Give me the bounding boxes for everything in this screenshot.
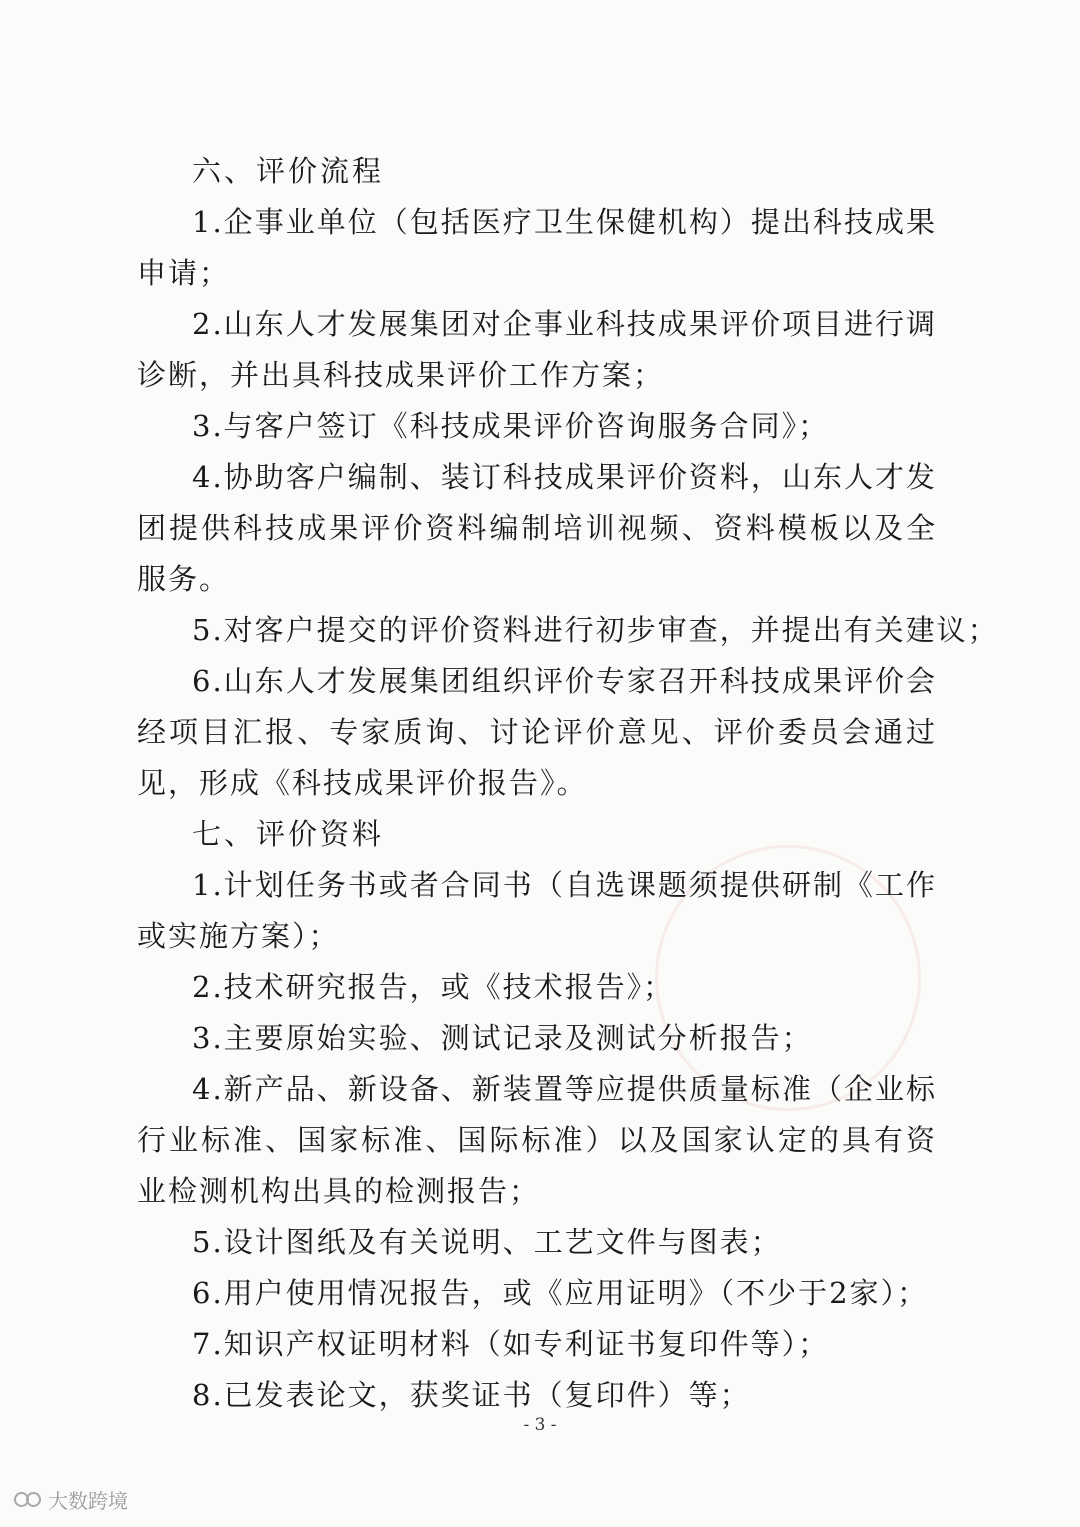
body-line: 4.协助客户编制、装订科技成果评价资料，山东人才发 xyxy=(192,460,937,494)
body-line: 8.已发表论文，获奖证书（复印件）等； xyxy=(192,1378,751,1412)
body-line: 诊断，并出具科技成果评价工作方案； xyxy=(137,358,665,392)
body-line: 5.设计图纸及有关说明、工艺文件与图表； xyxy=(192,1225,782,1259)
body-line: 5.对客户提交的评价资料进行初步审查，并提出有关建议； xyxy=(192,613,999,647)
body-line: 服务。 xyxy=(137,562,231,596)
body-line: 1.计划任务书或者合同书（自选课题须提供研制《工作 xyxy=(192,868,937,902)
section-heading: 六、评价流程 xyxy=(192,154,385,188)
section-heading: 七、评价资料 xyxy=(192,817,385,851)
body-line: 2.山东人才发展集团对企事业科技成果评价项目进行调 xyxy=(192,307,937,341)
body-line: 6.山东人才发展集团组织评价专家召开科技成果评价会 xyxy=(192,664,937,698)
body-line: 或实施方案）； xyxy=(137,919,340,953)
glasses-logo-icon xyxy=(14,1488,42,1510)
watermark xyxy=(14,1484,128,1514)
body-line: 3.主要原始实验、测试记录及测试分析报告； xyxy=(192,1021,813,1055)
body-line: 7.知识产权证明材料（如专利证书复印件等）； xyxy=(192,1327,830,1361)
body-line: 团提供科技成果评价资料编制培训视频、资料模板以及全 xyxy=(137,511,937,545)
body-line: 4.新产品、新设备、新装置等应提供质量标准（企业标 xyxy=(192,1072,937,1106)
body-line: 1.企事业单位（包括医疗卫生保健机构）提出科技成果 xyxy=(192,205,937,239)
document-body xyxy=(137,146,999,1421)
body-line: 3.与客户签订《科技成果评价咨询服务合同》； xyxy=(192,409,830,443)
body-line: 经项目汇报、专家质询、讨论评价意见、评价委员会通过 xyxy=(137,715,937,749)
body-line: 2.技术研究报告，或《技术报告》； xyxy=(192,970,675,1004)
page-number: - 3 - xyxy=(523,1415,557,1435)
body-line: 申请； xyxy=(137,256,231,290)
body-line: 业检测机构出具的检测报告； xyxy=(137,1174,541,1208)
body-line: 见，形成《科技成果评价报告》。 xyxy=(137,766,588,800)
body-line: 行业标准、国家标准、国际标准）以及国家认定的具有资 xyxy=(137,1123,937,1157)
watermark-text: 大数跨境 xyxy=(48,1488,128,1513)
body-line: 6.用户使用情况报告，或《应用证明》（不少于2家）； xyxy=(192,1276,929,1310)
